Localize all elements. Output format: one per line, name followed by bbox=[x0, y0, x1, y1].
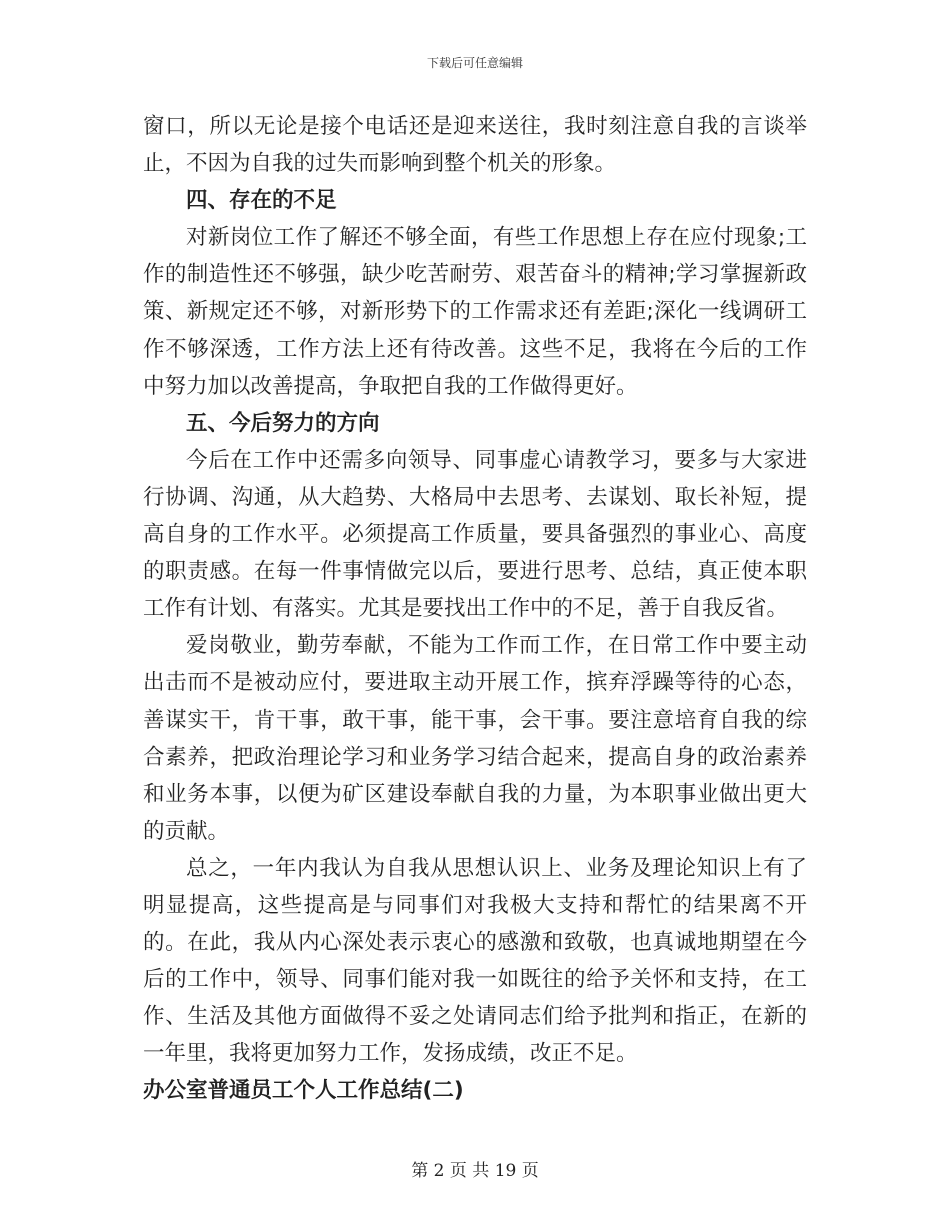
section-heading-4: 四、存在的不足 bbox=[186, 188, 337, 214]
page-footer: 第 2 页 共 19 页 bbox=[411, 1161, 539, 1181]
paragraph-direction-1: 今后在工作中还需多向领导、同事虚心请教学习，要多与大家进行协调、沟通，从大趋势、大格局中去思考、去谋划、取长补短，提高自身的工作水平。必须提高工作质量，要具备强烈的事业心、高度的职责感。在每一件事情做完以后，要进行思考、总结，真正使本职工作有计划、有落实。尤其是要找出工作中的不足，善于自我反省。 bbox=[143, 447, 807, 622]
paragraph-shortcomings: 对新岗位工作了解还不够全面，有些工作思想上存在应付现象;工作的制造性还不够强，缺少吃苦耐劳、艰苦奋斗的精神;学习掌握新政策、新规定还不够，对新形势下的工作需求还有差距;深化一线调研工作不够深透，工作方法上还有待改善。这些不足，我将在今后的工作中努力加以改善提高，争取把自我的工作做得更好。 bbox=[143, 225, 807, 399]
next-document-title: 办公室普通员工个人工作总结(二) bbox=[143, 1078, 464, 1104]
paragraph-direction-2: 爱岗敬业，勤劳奉献，不能为工作而工作，在日常工作中要主动出击而不是被动应付，要进取主动开展工作，摈弃浮躁等待的心态，善谋实干，肯干事，敢干事，能干事，会干事。要注意培育自我的综合素养，把政治理论学习和业务学习结合起来，提高自身的政治素养和业务本事，以便为矿区建设奉献自我的力量，为本职事业做出更大的贡献。 bbox=[143, 633, 807, 844]
paragraph-continuation: 窗口，所以无论是接个电话还是迎来送往，我时刻注意自我的言谈举止，不因为自我的过失而影响到整个机关的形象。 bbox=[143, 114, 807, 177]
section-heading-5: 五、今后努力的方向 bbox=[186, 410, 380, 436]
paragraph-conclusion: 总之，一年内我认为自我从思想认识上、业务及理论知识上有了明显提高，这些提高是与同事们对我极大支持和帮忙的结果离不开的。在此，我从内心深处表示衷心的感激和致敬，也真诚地期望在今后的工作中，领导、同事们能对我一如既往的给予关怀和支持，在工作、生活及其他方面做得不妥之处请同志们给予批判和指正，在新的一年里，我将更加努力工作，发扬成绩，改正不足。 bbox=[143, 855, 807, 1067]
page-header: 下载后可任意编辑 bbox=[426, 56, 523, 70]
document-body bbox=[143, 108, 807, 1110]
